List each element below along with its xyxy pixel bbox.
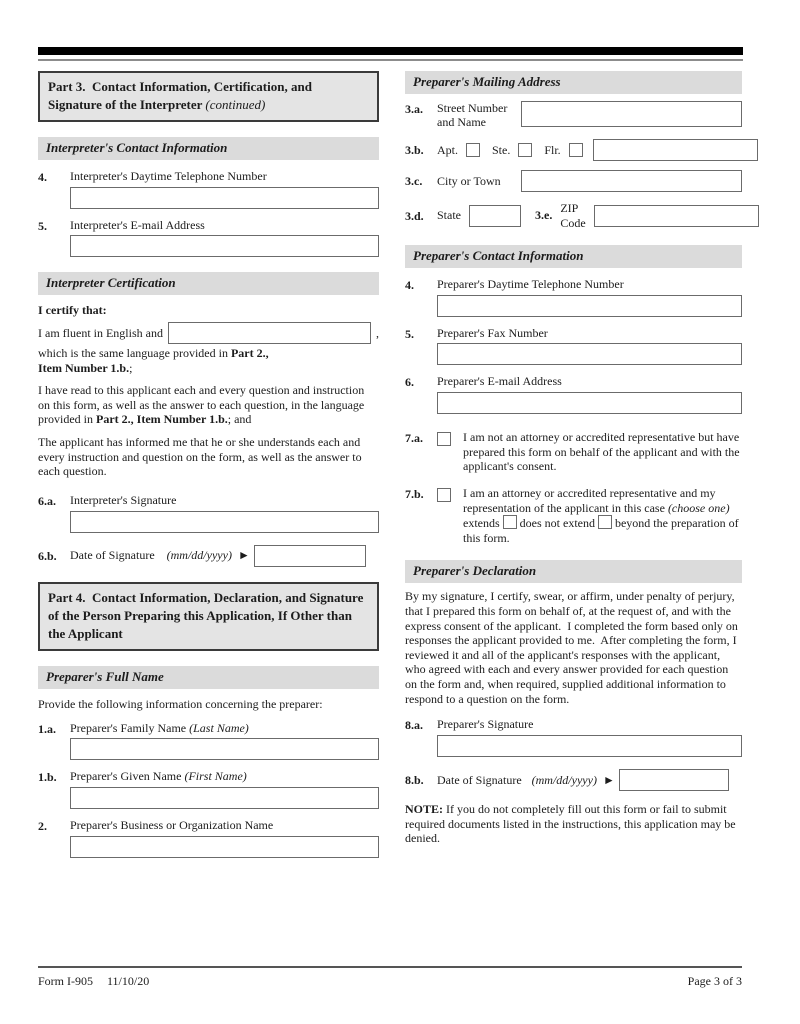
section-interpreter-certification: Interpreter Certification <box>38 272 379 295</box>
attorney-text <box>463 486 742 546</box>
fluent-line3 <box>38 361 379 376</box>
note-label: NOTE: <box>405 801 444 816</box>
certification-paragraph-read <box>38 383 379 427</box>
not-attorney-checkbox[interactable] <box>437 432 451 446</box>
fluent-line2-bold: Part 2., <box>230 345 269 360</box>
field-preparer-unit <box>405 139 742 161</box>
field-attorney-statement <box>405 486 742 546</box>
interpreter-email-input[interactable] <box>70 235 379 257</box>
part3-header-continued: (continued) <box>205 97 266 113</box>
attorney-checkbox[interactable] <box>437 488 451 502</box>
form-number: Form I-905 <box>38 974 93 988</box>
section-interpreter-contact-info: Interpreter's Contact Information <box>38 137 379 160</box>
not-attorney-text: I am not an attorney or accredited representative but have prepared this form on behalf of the applicant and with the applicant's consent. <box>463 430 740 474</box>
field-label: Interpreter's Signature <box>70 492 177 507</box>
field-preparer-family-name <box>38 721 379 761</box>
date-format-hint: (mm/dd/yyyy) <box>531 772 597 787</box>
note-paragraph <box>405 802 742 846</box>
field-label-text: Preparer's Family Name <box>70 720 190 735</box>
read-paragraph-text: I have read to this applicant each and every question and instruction on this form, as well as the answer to each question, in the language provided in <box>38 383 365 427</box>
choose-one-hint: (choose one) <box>667 500 730 515</box>
extends-checkbox[interactable] <box>503 515 517 529</box>
field-preparer-daytime-phone <box>405 277 742 317</box>
field-label: Street Number and Name <box>437 100 508 130</box>
section-preparer-mailing-address: Preparer's Mailing Address <box>405 71 742 94</box>
field-label: Preparer's Business or Organization Name <box>70 817 274 832</box>
preparer-email-input[interactable] <box>437 392 742 414</box>
field-interpreter-date-of-signature <box>38 545 379 567</box>
section-preparer-declaration: Preparer's Declaration <box>405 560 742 583</box>
field-preparer-city <box>405 170 742 192</box>
fluent-line3-bold: Item Number 1.b. <box>38 360 130 375</box>
does-not-extend-label: does not extend <box>516 516 598 531</box>
field-preparer-email <box>405 374 742 414</box>
field-interpreter-signature <box>38 493 379 533</box>
preparer-zip-input[interactable] <box>594 205 759 227</box>
field-preparer-date-of-signature <box>405 769 742 791</box>
field-label: Interpreter's Daytime Telephone Number <box>70 169 267 184</box>
field-label: Date of Signature <box>70 548 155 563</box>
interpreter-date-of-signature-input[interactable] <box>254 545 366 567</box>
fluent-comma: , <box>376 325 379 340</box>
apt-checkbox[interactable] <box>466 143 480 157</box>
item-number: 7.b. <box>405 486 424 501</box>
date-format-hint: (mm/dd/yyyy) <box>166 548 232 563</box>
top-gray-rule <box>38 59 743 61</box>
preparer-business-name-input[interactable] <box>70 836 379 858</box>
field-interpreter-email <box>38 218 379 258</box>
section-preparer-full-name: Preparer's Full Name <box>38 666 379 689</box>
fluent-line2-text: which is the same language provided in <box>38 345 231 360</box>
item-number: 1.a. <box>38 721 56 736</box>
preparer-signature-input[interactable] <box>437 735 742 757</box>
field-interpreter-daytime-phone <box>38 169 379 209</box>
page-number: Page 3 of 3 <box>687 974 742 988</box>
preparer-street-input[interactable] <box>521 101 742 127</box>
field-preparer-given-name <box>38 769 379 809</box>
note-text: If you do not completely fill out this form or fail to submit required documents listed in the instructions, this application may be denied. <box>405 801 736 846</box>
item-number: 4. <box>38 170 47 185</box>
attorney-text-1: I am an attorney or accredited representative and my representation of the applicant in this case <box>463 485 716 515</box>
certify-lead: I certify that: <box>38 303 107 318</box>
field-preparer-signature <box>405 717 742 757</box>
edition-date: 11/10/20 <box>107 974 150 988</box>
item-number: 2. <box>38 818 47 833</box>
footer-form-info <box>38 974 163 989</box>
section-preparer-contact-info: Preparer's Contact Information <box>405 245 742 268</box>
item-number: 8.a. <box>405 718 423 733</box>
item-number: 8.b. <box>405 773 424 788</box>
interpreter-language-input[interactable] <box>168 322 371 344</box>
preparer-fax-input[interactable] <box>437 343 742 365</box>
item-number: 1.b. <box>38 770 57 785</box>
item-number: 3.b. <box>405 143 424 158</box>
state-label: State <box>437 208 461 223</box>
field-label-hint: (Last Name) <box>189 720 249 735</box>
field-label: Date of Signature <box>437 772 522 787</box>
item-number: 6.a. <box>38 493 56 508</box>
field-label: Interpreter's E-mail Address <box>70 217 205 232</box>
provide-info-text: Provide the following information concerning the preparer: <box>38 697 323 712</box>
item-number: 7.a. <box>405 431 423 446</box>
field-label: Preparer's Daytime Telephone Number <box>437 277 624 292</box>
preparer-family-name-input[interactable] <box>70 738 379 760</box>
item-number: 5. <box>405 326 414 341</box>
item-number: 3.e. <box>535 208 553 223</box>
field-preparer-street <box>405 101 742 130</box>
preparer-state-input[interactable] <box>469 205 521 227</box>
interpreter-daytime-phone-input[interactable] <box>70 187 379 209</box>
item-number: 6. <box>405 375 414 390</box>
field-preparer-business-name <box>38 818 379 858</box>
does-not-extend-checkbox[interactable] <box>598 515 612 529</box>
extends-label: extends <box>463 516 503 531</box>
item-number: 3.a. <box>405 101 423 116</box>
item-number: 3.c. <box>405 174 423 189</box>
field-label: Preparer's Fax Number <box>437 325 548 340</box>
preparer-unit-number-input[interactable] <box>593 139 758 161</box>
item-number: 5. <box>38 218 47 233</box>
field-label: Preparer's Signature <box>437 717 534 732</box>
field-label-text: Preparer's Given Name <box>70 769 185 784</box>
interpreter-signature-input[interactable] <box>70 511 379 533</box>
field-label <box>70 769 379 784</box>
read-paragraph-bold: Part 2., Item Number 1.b. <box>96 412 228 427</box>
part4-header: Part 4. Contact Information, Declaration, and Signature of the Person Preparing this Application, If Other than the Applicant <box>38 582 379 652</box>
field-label <box>70 721 379 736</box>
flr-label: Flr. <box>544 142 561 157</box>
top-black-bar <box>38 47 743 55</box>
field-not-attorney-statement <box>405 430 742 474</box>
preparer-given-name-input[interactable] <box>70 787 379 809</box>
attorney-text-2: beyond the preparation of this form. <box>463 516 739 545</box>
field-label: City or Town <box>437 173 501 188</box>
field-label: Preparer's E-mail Address <box>437 374 562 389</box>
page-footer <box>38 966 742 989</box>
item-number: 4. <box>405 278 414 293</box>
item-number: 3.d. <box>405 208 424 223</box>
field-label-hint: (First Name) <box>184 769 247 784</box>
preparer-city-input[interactable] <box>521 170 742 192</box>
preparer-daytime-phone-input[interactable] <box>437 295 742 317</box>
field-preparer-fax <box>405 326 742 366</box>
arrow-right-icon: ► <box>602 772 615 787</box>
apt-label: Apt. <box>437 142 458 157</box>
flr-checkbox[interactable] <box>569 143 583 157</box>
field-preparer-state-zip <box>405 201 742 230</box>
part3-header <box>38 71 379 122</box>
part3-header-title: Part 3. Contact Information, Certification, and Signature of the Interpreter <box>48 79 316 113</box>
fluent-line3-text: ; <box>129 360 133 375</box>
item-number: 6.b. <box>38 548 57 563</box>
ste-label: Ste. <box>492 142 511 157</box>
zip-label: ZIP Code <box>560 201 586 230</box>
ste-checkbox[interactable] <box>518 143 532 157</box>
fluent-pre-text: I am fluent in English and <box>38 325 163 340</box>
declaration-paragraph: By my signature, I certify, swear, or affirm, under penalty of perjury, that I prepared this form on behalf of, at the request of, and with the express consent of the applicant. I completed the form based only on responses the applicant provided to me. After completing the form, I reviewed it and all of the applicant's responses with the applicant, who agreed with each and every answer provided for each question on the form and, when required, supplied additional information to respond to a question on the form. <box>405 589 741 706</box>
fluent-line2 <box>38 346 379 361</box>
arrow-right-icon: ► <box>237 548 250 563</box>
certification-paragraph-applicant: The applicant has informed me that he or she understands each and every instruction and question on the form, as well as the answer to each question. <box>38 435 362 479</box>
fluent-language-row <box>38 322 379 344</box>
preparer-date-of-signature-input[interactable] <box>619 769 729 791</box>
read-paragraph-end: ; and <box>227 412 252 427</box>
